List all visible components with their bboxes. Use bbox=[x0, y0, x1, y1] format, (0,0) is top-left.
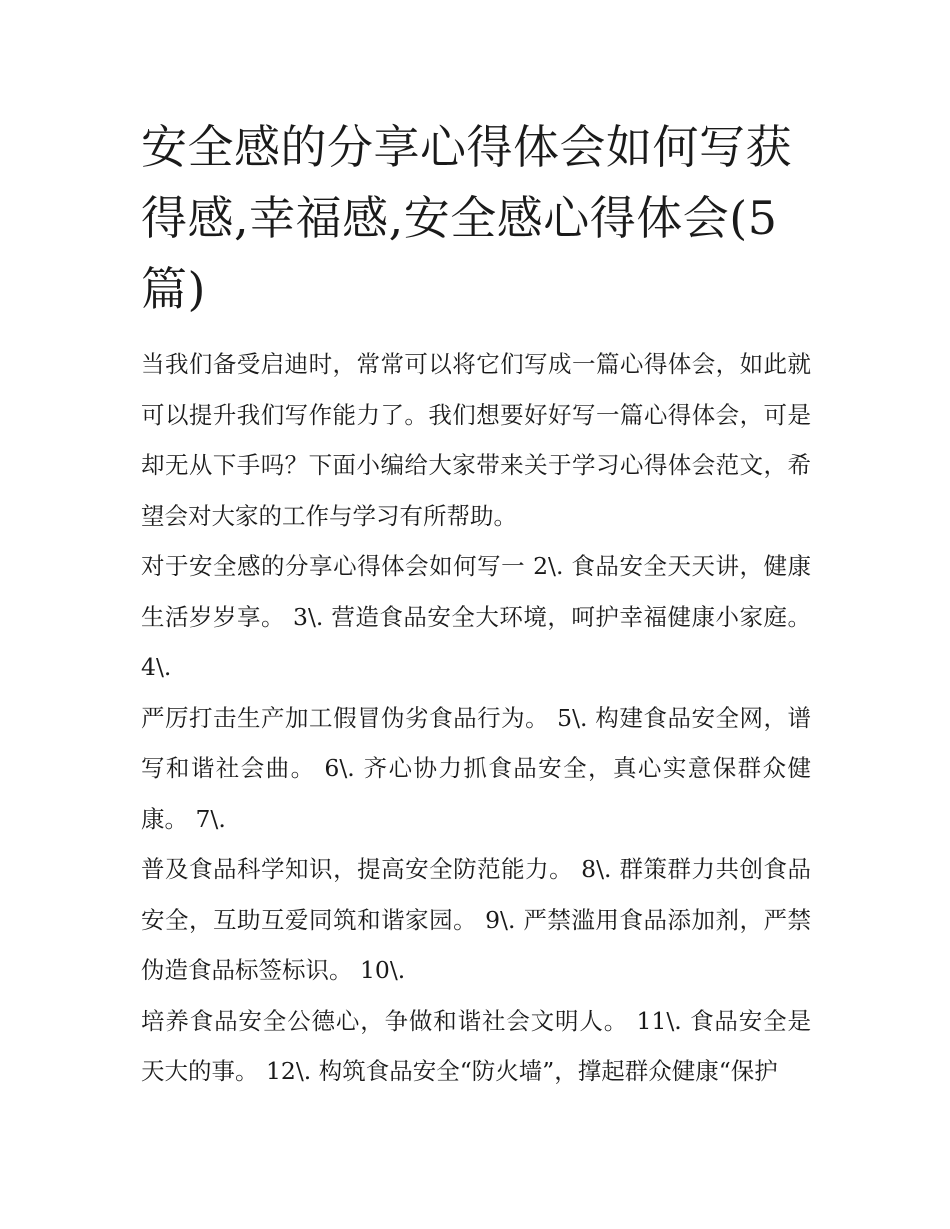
paragraph-2: 严厉打击生产加工假冒伪劣食品行为。 5\. 构建食品安全网，谱写和谐社会曲。 6\. 齐心协力抓食品安全，真心实意保群众健康。 7\. bbox=[141, 703, 811, 833]
paragraph-intro: 当我们备受启迪时，常常可以将它们写成一篇心得体会，如此就可以提升我们写作能力了。我们想要好好写一篇心得体会，可是却无从下手吗？下面小编给大家带来关于学习心得体会范文，希望会对大家的工作与学习有所帮助。 bbox=[141, 350, 811, 530]
document-title: 安全感的分享心得体会如何写获得感,幸福感,安全感心得体会(5篇) bbox=[141, 120, 792, 316]
paragraph-1: 对于安全感的分享心得体会如何写一 2\. 食品安全天天讲，健康生活岁岁享。 3\. 营造食品安全大环境，呵护幸福健康小家庭。 4\. bbox=[141, 552, 811, 681]
document-page bbox=[141, 112, 811, 1097]
paragraph-3: 普及食品科学知识，提高安全防范能力。 8\. 群策群力共创食品安全，互助互爱同筑和谐家园。 9\. 严禁滥用食品添加剂，严禁伪造食品标签标识。 10\. bbox=[141, 855, 811, 984]
document-body bbox=[141, 339, 811, 1097]
paragraph-4: 培养食品安全公德心，争做和谐社会文明人。 11\. 食品安全是天大的事。 12\. 构筑食品安全“防火墙”，撑起群众健康“保护 bbox=[141, 1006, 811, 1085]
